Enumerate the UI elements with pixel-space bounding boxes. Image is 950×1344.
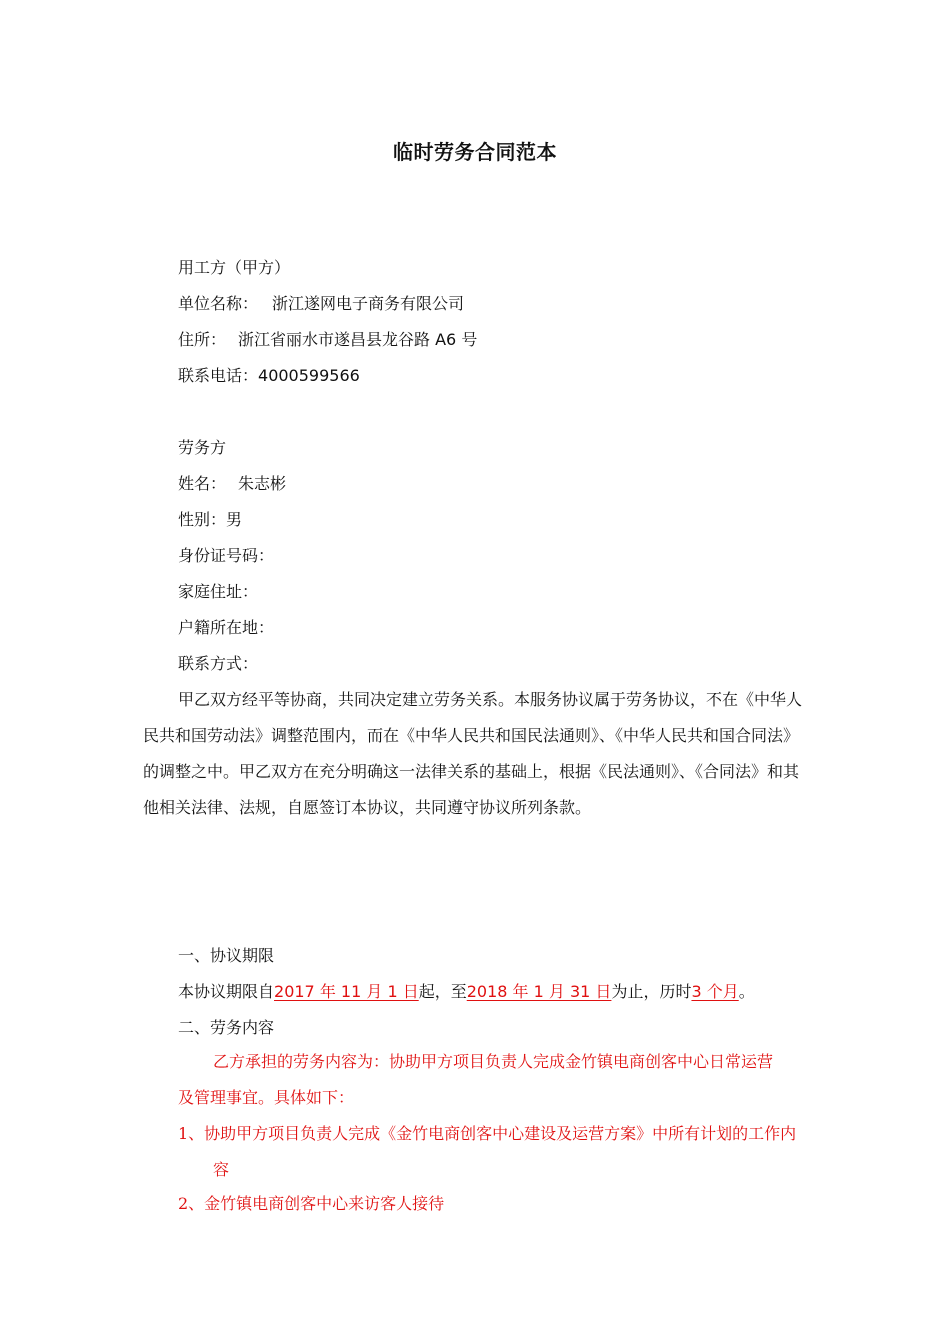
intro-line-2: 民共和国劳动法》调整范围内，而在《中华人民共和国民法通则》、《中华人民共和国合同法》	[143, 726, 800, 745]
party-b-home-label: 家庭住址：	[178, 582, 259, 601]
gender-label: 性别：	[178, 510, 227, 529]
party-b-heading: 劳务方	[178, 438, 227, 457]
party-a-company-row	[178, 292, 464, 316]
end-date: 2018 年 1 月 31 日	[466, 982, 612, 1001]
duration: 3 个月	[691, 982, 739, 1001]
phone-value: 4000599566	[258, 366, 360, 385]
party-b-gender-row	[178, 508, 242, 532]
party-a-heading: 用工方（甲方）	[178, 258, 291, 277]
section-1-heading: 一、协议期限	[178, 946, 275, 965]
duty-desc-line-2: 及管理事宜。具体如下：	[178, 1088, 355, 1107]
term-prefix: 本协议期限自	[178, 982, 275, 1001]
name-label: 姓名：	[178, 474, 227, 493]
company-label: 单位名称：	[178, 294, 259, 313]
gender-value: 男	[226, 510, 243, 529]
duty-item-2: 2、金竹镇电商创客中心来访客人接待	[178, 1194, 445, 1213]
party-b-contact-label: 联系方式：	[178, 654, 259, 673]
party-b-id-label: 身份证号码：	[178, 546, 275, 565]
address-value: 浙江省丽水市遂昌县龙谷路 A6 号	[238, 330, 478, 349]
section-2-heading: 二、劳务内容	[178, 1018, 275, 1037]
intro-line-4: 他相关法律、法规，自愿签订本协议，共同遵守协议所列条款。	[143, 798, 592, 817]
company-value: 浙江遂网电子商务有限公司	[272, 294, 465, 313]
intro-line-3: 的调整之中。甲乙双方在充分明确这一法律关系的基础上，根据《民法通则》、《合同法》和其	[143, 762, 800, 781]
party-a-address-row	[178, 328, 477, 352]
intro-line-1: 甲乙双方经平等协商，共同决定建立劳务关系。本服务协议属于劳务协议，不在《中华人	[178, 690, 803, 709]
party-a-phone-row	[178, 364, 360, 388]
duty-desc-line-1: 乙方承担的劳务内容为：协助甲方项目负责人完成金竹镇电商创客中心日常运营	[213, 1052, 774, 1071]
term-mid-1: 起，至	[418, 982, 467, 1001]
document-title: 临时劳务合同范本	[393, 140, 557, 164]
duty-item-1-line-2: 容	[213, 1160, 230, 1179]
start-date: 2017 年 11 月 1 日	[274, 982, 419, 1001]
party-b-hukou-label: 户籍所在地：	[178, 618, 275, 637]
term-mid-2: 为止，历时	[611, 982, 692, 1001]
duty-item-1-line-1: 1、协助甲方项目负责人完成《金竹电商创客中心建设及运营方案》中所有计划的工作内	[178, 1124, 797, 1143]
party-b-name-row	[178, 472, 286, 496]
term-suffix: 。	[738, 982, 755, 1001]
phone-label: 联系电话：	[178, 366, 259, 385]
name-value: 朱志彬	[238, 474, 287, 493]
address-label: 住所：	[178, 330, 227, 349]
term-sentence	[178, 980, 755, 1004]
